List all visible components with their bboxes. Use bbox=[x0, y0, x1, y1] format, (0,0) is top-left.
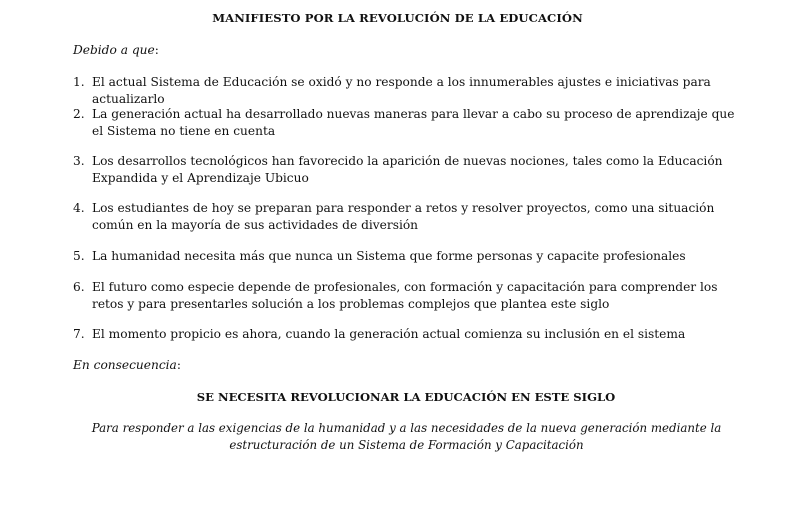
list-item-text: El actual Sistema de Educación se oxidó y no responde a los innumerables ajustes e iniciativas para actualizarlo bbox=[92, 75, 711, 106]
list-item-text: La humanidad necesita más que nunca un Sistema que forme personas y capacite profesionales bbox=[92, 249, 686, 263]
list-item bbox=[73, 248, 743, 265]
list-item-number: 5. bbox=[73, 249, 85, 263]
intro-text: Debido a que bbox=[73, 43, 155, 57]
list-item-number: 6. bbox=[73, 280, 85, 294]
list-item bbox=[73, 106, 743, 139]
list-item bbox=[73, 153, 743, 186]
list-item bbox=[73, 200, 743, 233]
list-item-number: 7. bbox=[73, 327, 85, 341]
closing-statement: Para responder a las exigencias de la humanidad y a las necesidades de la nueva generación mediante la estructuración de un Sistema de Formación y Capacitación bbox=[91, 421, 722, 452]
conclusion-text: En consecuencia bbox=[73, 358, 177, 372]
document-title: MANIFIESTO POR LA REVOLUCIÓN DE LA EDUCACIÓN bbox=[212, 11, 583, 25]
list-item-text: El futuro como especie depende de profesionales, con formación y capacitación para comprender los retos y para presentarles solución a los problemas complejos que plantea este siglo bbox=[92, 280, 718, 311]
list-item-text: El momento propicio es ahora, cuando la generación actual comienza su inclusión en el sistema bbox=[92, 327, 686, 341]
section-headline: SE NECESITA REVOLUCIONAR LA EDUCACIÓN EN ESTE SIGLO bbox=[196, 390, 616, 404]
list-item-number: 1. bbox=[73, 75, 85, 89]
conclusion-line bbox=[73, 357, 181, 373]
list-item-number: 3. bbox=[73, 154, 85, 168]
list-item-number: 2. bbox=[73, 107, 85, 121]
list-item bbox=[73, 74, 743, 107]
list-item-text: Los estudiantes de hoy se preparan para responder a retos y resolver proyectos, como una situación común en la mayoría de sus actividades de diversión bbox=[92, 201, 715, 232]
list-item bbox=[73, 279, 743, 312]
list-item-text: La generación actual ha desarrollado nuevas maneras para llevar a cabo su proceso de aprendizaje que el Sistema no tiene en cuenta bbox=[92, 107, 735, 138]
list-item-text: Los desarrollos tecnológicos han favorecido la aparición de nuevas nociones, tales como la Educación Expandida y el Aprendizaje Ubicuo bbox=[92, 154, 723, 185]
conclusion-colon: : bbox=[176, 358, 181, 372]
list-item bbox=[73, 326, 743, 343]
list-item-number: 4. bbox=[73, 201, 85, 215]
intro-colon: : bbox=[154, 43, 159, 57]
intro-line bbox=[73, 42, 159, 58]
